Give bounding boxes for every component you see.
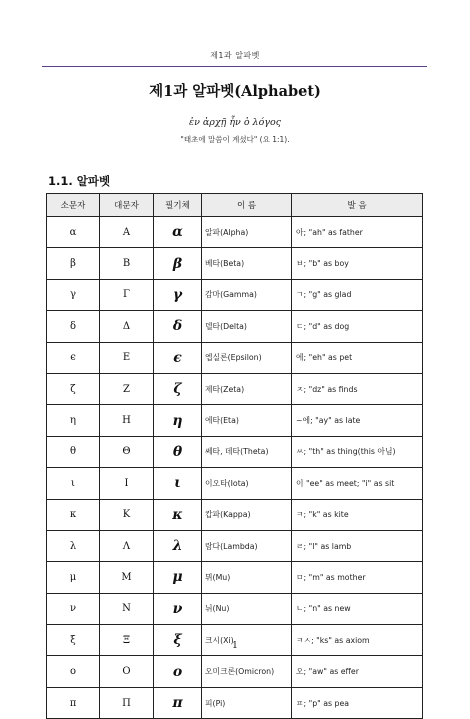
table-row (47, 436, 423, 467)
lowercase-letter: o (47, 656, 100, 687)
table-row (47, 468, 423, 499)
uppercase-letter: Ξ (100, 625, 154, 656)
table-row (47, 593, 423, 624)
cursive-letter: π (154, 687, 202, 718)
cursive-letter: θ (154, 436, 202, 467)
running-head: 제1과 알파벳 (210, 51, 260, 60)
letter-name: 크시(Xi) (202, 625, 292, 656)
uppercase-letter: A (100, 217, 154, 248)
uppercase-letter: Z (100, 373, 154, 404)
pronunciation: ㅈ; "dz" as finds (292, 373, 423, 404)
lowercase-letter: θ (47, 436, 100, 467)
cursive-letter: μ (154, 562, 202, 593)
letter-name: 피(Pi) (202, 687, 292, 718)
pronunciation: ㄱ; "g" as glad (292, 279, 423, 310)
pronunciation: 이 "ee" as meet; "i" as sit (292, 468, 423, 499)
uppercase-letter: O (100, 656, 154, 687)
table-row (47, 342, 423, 373)
pronunciation: ㅍ; "p" as pea (292, 687, 423, 718)
cursive-letter: o (154, 656, 202, 687)
table-row (47, 656, 423, 687)
table-row (47, 217, 423, 248)
pronunciation: 아; "ah" as father (292, 217, 423, 248)
cursive-letter: α (154, 217, 202, 248)
lowercase-letter: ξ (47, 625, 100, 656)
lowercase-letter: ι (47, 468, 100, 499)
letter-name: 뉘(Nu) (202, 593, 292, 624)
uppercase-letter: I (100, 468, 154, 499)
pronunciation: ~에; "ay" as late (292, 405, 423, 436)
table-row (47, 405, 423, 436)
pronunciation: 오; "aw" as effer (292, 656, 423, 687)
letter-name: 쎄타, 데타(Theta) (202, 436, 292, 467)
table-row (47, 499, 423, 530)
table-row (47, 248, 423, 279)
pronunciation: ㄴ; "n" as new (292, 593, 423, 624)
cursive-letter: γ (154, 279, 202, 310)
lowercase-letter: η (47, 405, 100, 436)
cursive-letter: κ (154, 499, 202, 530)
pronunciation: ㅁ; "m" as mother (292, 562, 423, 593)
uppercase-letter: Δ (100, 311, 154, 342)
table-row (47, 687, 423, 718)
uppercase-letter: N (100, 593, 154, 624)
uppercase-letter: Π (100, 687, 154, 718)
header-lowercase: 소문자 (47, 194, 100, 217)
lowercase-letter: π (47, 687, 100, 718)
cursive-letter: δ (154, 311, 202, 342)
letter-name: 델타(Delta) (202, 311, 292, 342)
header-uppercase: 대문자 (100, 194, 154, 217)
lowercase-letter: ν (47, 593, 100, 624)
cursive-letter: ζ (154, 373, 202, 404)
pronunciation: ㄷ; "d" as dog (292, 311, 423, 342)
cursive-letter: ν (154, 593, 202, 624)
uppercase-letter: B (100, 248, 154, 279)
table-row (47, 279, 423, 310)
uppercase-letter: E (100, 342, 154, 373)
letter-name: 엡실론(Epsilon) (202, 342, 292, 373)
pronunciation: ㅂ; "b" as boy (292, 248, 423, 279)
uppercase-letter: Θ (100, 436, 154, 467)
letter-name: 뮈(Mu) (202, 562, 292, 593)
lowercase-letter: ζ (47, 373, 100, 404)
pronunciation: 에; "eh" as pet (292, 342, 423, 373)
pronunciation: ㄹ; "l" as lamb (292, 530, 423, 561)
uppercase-letter: M (100, 562, 154, 593)
lowercase-letter: β (47, 248, 100, 279)
pronunciation: ㅆ; "th" as thing(this 아님) (292, 436, 423, 467)
lowercase-letter: α (47, 217, 100, 248)
letter-name: 제타(Zeta) (202, 373, 292, 404)
lowercase-letter: ϵ (47, 342, 100, 373)
cursive-letter: η (154, 405, 202, 436)
table-row (47, 530, 423, 561)
lowercase-letter: γ (47, 279, 100, 310)
pronunciation: ㅋ; "k" as kite (292, 499, 423, 530)
letter-name: 베타(Beta) (202, 248, 292, 279)
cursive-letter: ξ (154, 625, 202, 656)
uppercase-letter: H (100, 405, 154, 436)
cursive-letter: λ (154, 530, 202, 561)
cursive-letter: β (154, 248, 202, 279)
lowercase-letter: κ (47, 499, 100, 530)
header-pronunciation: 발 음 (292, 194, 423, 217)
letter-name: 감마(Gamma) (202, 279, 292, 310)
page-number: 1 (232, 641, 238, 651)
lowercase-letter: μ (47, 562, 100, 593)
section-title: 1.1. 알파벳 (48, 174, 111, 188)
epigraph-greek: ἐν ἀρχῇ ἦν ὁ λόγος (188, 117, 282, 128)
letter-name: 람다(Lambda) (202, 530, 292, 561)
cursive-letter: ι (154, 468, 202, 499)
epigraph-korean: "태초에 말씀이 계셨다" (요 1:1). (180, 135, 290, 144)
cursive-letter: ϵ (154, 342, 202, 373)
lowercase-letter: δ (47, 311, 100, 342)
letter-name: 이오타(Iota) (202, 468, 292, 499)
table-row (47, 562, 423, 593)
table-header-row (47, 194, 423, 217)
uppercase-letter: K (100, 499, 154, 530)
uppercase-letter: Λ (100, 530, 154, 561)
letter-name: 캅파(Kappa) (202, 499, 292, 530)
pronunciation: ㅋㅅ; "ks" as axiom (292, 625, 423, 656)
header-name: 이 름 (202, 194, 292, 217)
table-row (47, 373, 423, 404)
lowercase-letter: λ (47, 530, 100, 561)
uppercase-letter: Γ (100, 279, 154, 310)
letter-name: 오미크론(Omicron) (202, 656, 292, 687)
header-rule (42, 66, 427, 67)
table-row (47, 311, 423, 342)
chapter-title: 제1과 알파벳(Alphabet) (149, 83, 321, 100)
letter-name: 에타(Eta) (202, 405, 292, 436)
letter-name: 알파(Alpha) (202, 217, 292, 248)
header-cursive: 필기체 (154, 194, 202, 217)
